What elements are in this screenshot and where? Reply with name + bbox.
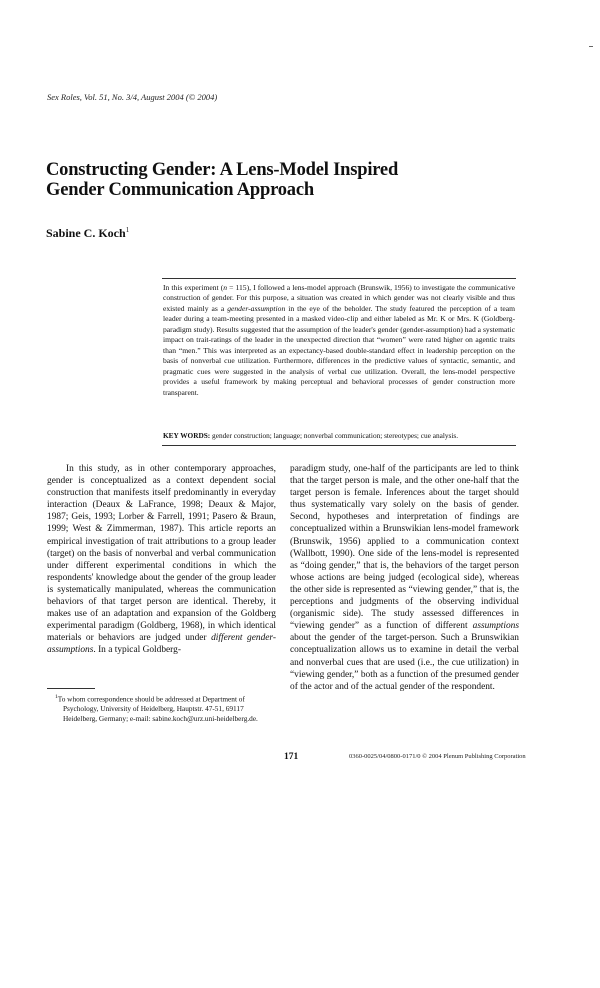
abstract [163, 283, 515, 398]
abstract-top-rule [162, 278, 516, 279]
abstract-bottom-rule [162, 445, 516, 446]
body-column-right [290, 463, 519, 693]
left-text-main: In this study, as in other contemporary approaches, gender is conceptualized as a context dependent social construction that manifests itself predominantly in everyday interaction (Deaux & LaFrance, 1998; Deaux & Major, 1987; Geis, 1993; Lorber & Farrell, 1991; Pasero & Braun, 1999; West & Zimmerman, 1987). This article reports an empirical investigation of trait attributions to a group leader (target) on the basis of nonverbal and verbal communication under different experimental conditions in which the respondents' knowledge about the gender of the group leader is systematically manipulated, whereas the communication behaviors of that target person are identical. Thereby, it makes use of an adaptation and expansion of the Goldberg experimental paradigm (Goldberg, 1968), in which identical materials or behaviors are judged under [47, 464, 276, 644]
journal-citation: Sex Roles, Vol. 51, No. 3/4, August 2004 (© 2004) [47, 92, 218, 102]
keywords-text: gender construction; language; nonverbal communication; stereotypes; cue analysis. [210, 431, 459, 440]
page-number: 171 [284, 752, 299, 762]
abstract-italic-phrase: gender-assumption [227, 303, 286, 313]
footnote-marker: 1 [55, 694, 58, 700]
keywords [163, 431, 515, 441]
body-paragraph-left [47, 463, 276, 657]
right-text-end: about the gender of the target-person. Such a Brunswikian conceptualization allows us to examine in detail the verbal and nonverbal cues that are used (i.e., the cue utilization) in “viewing gender,” both as a function of the presumed gender of the actor and of the actual gender of the respondent. [290, 633, 519, 692]
right-text-start: paradigm study, one-half of the participants are led to think that the target person is male, and the other one-half that the target person is female. Inferences about the target should thus systematically vary solely on the basis of gender. Second, hypotheses and interpretation of findings are conceptualized within a Brunswikian lens-model framework (Brunswik, 1956) applied to a communication context (Wallbott, 1990). One side of the lens-model is represented as “doing gender,” that is, the behaviors of the target person whose actions are being judged (ecological side), whereas the other side is represented as “viewing gender,” that is, the perceptions and judgments of the observing individual (organismic side). The study assessed differences in “viewing gender” as a function of different [290, 464, 519, 632]
copyright-line: 0360-0025/04/0800-0171/0 © 2004 Plenum Publishing Corporation [349, 753, 526, 760]
scan-mark [589, 46, 593, 47]
author-footnote-marker: 1 [125, 226, 130, 234]
abstract-text-2: = 115), I followed a lens-model approach (Brunswik, 1956) to investigate the communicative construction of gender. For this purpose, a situation was created in which gender was not clearly visible and thus existed mainly as a [163, 283, 516, 313]
article-title [46, 160, 506, 200]
abstract-text-3: in the eye of the beholder. The study featured the perception of a team leader during a team-meeting presented in a masked video-clip and either labeled as Mr. K or Mrs. K (Goldberg-paradigm study). Results suggested that the assumption of the leader's gender (gender-assumption) had a systematic impact on trait-ratings of the leader in the unexpected direction that “women” were rated higher on agentic traits than “men.” This was interpreted as an expectancy-based double-standard effect in leadership perception on the basis of nonverbal cue utilization. Furthermore, differences in the predictive values of syntactic, semantic, and pragmatic cues were suggested in the analysis of verbal cue utilization. Overall, the lens-model perspective provides a useful framework by making perceptual and behavioral processes of gender construction more transparent. [163, 303, 515, 397]
abstract-n-symbol: n [223, 283, 228, 292]
footnote [47, 693, 276, 723]
author-name-text: Sabine C. Koch [46, 226, 126, 240]
left-text-italic: different gender-assumptions [47, 633, 277, 656]
left-text-end: . In a typical Goldberg- [93, 645, 181, 656]
author-name [46, 226, 129, 241]
keywords-label: KEY WORDS: [163, 431, 211, 440]
title-line-2: Gender Communication Approach [46, 180, 314, 200]
abstract-text [163, 283, 515, 398]
title-line-1: Constructing Gender: A Lens-Model Inspired [46, 160, 399, 180]
body-paragraph-right [290, 463, 519, 693]
body-column-left [47, 463, 276, 657]
footnote-rule [47, 688, 95, 689]
footnote-text: To whom correspondence should be addressed at Department of Psychology, University of Heidelberg, Hauptstr. 47-51, 69117 Heidelberg, Germany; e-mail: sabine.koch@urz.uni-heidelberg.de. [57, 694, 258, 723]
right-text-italic: assumptions [472, 621, 519, 632]
abstract-text-1: In this experiment ( [163, 283, 224, 292]
